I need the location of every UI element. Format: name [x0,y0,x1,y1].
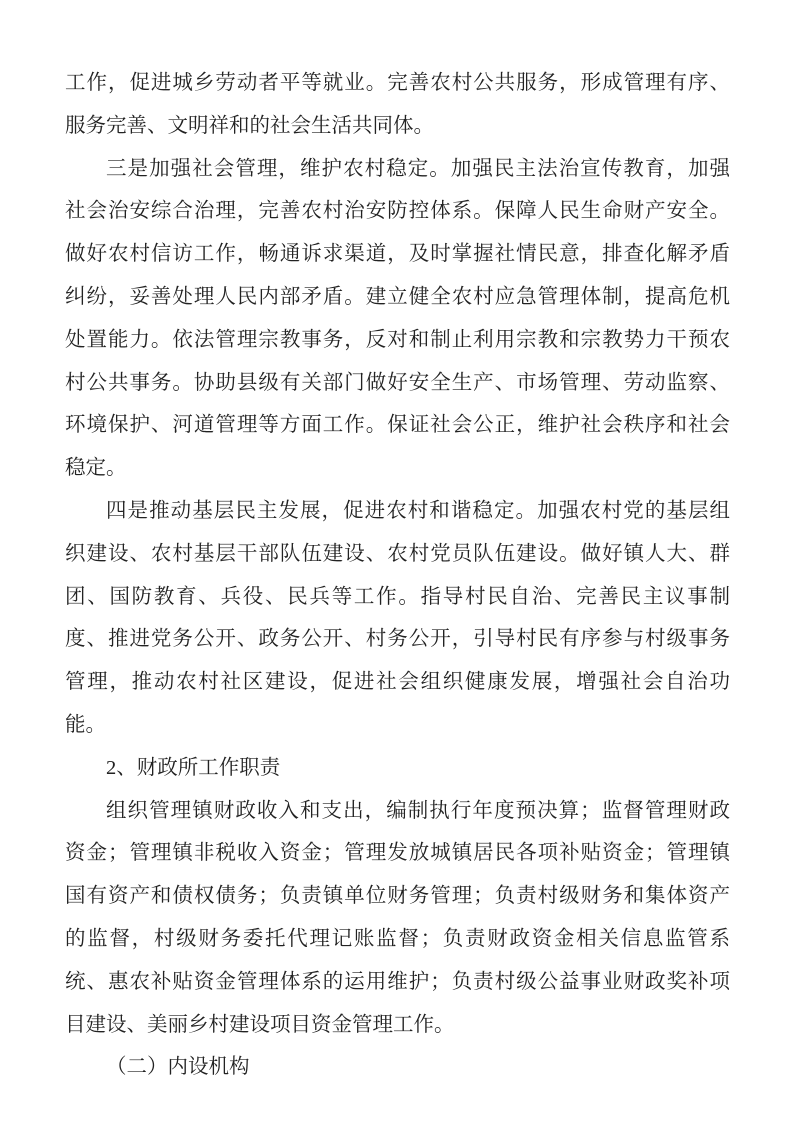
text-line: 目建设、美丽乡村建设项目资金管理工作。 [65,1013,455,1036]
text-line: 工作，促进城乡劳动者平等就业。完善农村公共服务，形成管理有序、 [65,72,730,94]
text-line: 环境保护、河道管理等方面工作。保证社会公正，维护社会秩序和社会 [65,414,730,437]
text-line: 织建设、农村基层干部队伍建设、农村党员队伍建设。做好镇人大、群 [65,542,730,565]
text-line: 组织管理镇财政收入和支出，编制执行年度预决算；监督管理财政 [106,799,730,822]
internal-organization-heading: （二）内设机构 [106,1056,250,1079]
text-line: 四是推动基层民主发展，促进农村和谐稳定。加强农村党的基层组 [106,499,730,522]
text-line: 国有资产和债权债务；负责镇单位财务管理；负责村级财务和集体资产 [65,885,730,908]
text-line: 统、惠农补贴资金管理体系的运用维护；负责村级公益事业财政奖补项 [65,970,730,993]
finance-office-duties-heading: 2、财政所工作职责 [106,756,281,779]
text-line: 稳定。 [65,457,127,480]
text-line: 做好农村信访工作，畅通诉求渠道，及时掌握社情民意，排查化解矛盾 [65,243,730,266]
text-line: 处置能力。依法管理宗教事务，反对和制止利用宗教和宗教势力干预农 [65,328,730,351]
text-line: 能。 [65,713,106,736]
text-line: 三是加强社会管理，维护农村稳定。加强民主法治宣传教育，加强 [106,157,730,180]
text-line: 管理，推动农村社区建设，促进社会组织健康发展，增强社会自治功 [65,671,730,694]
text-line: 资金；管理镇非税收入资金；管理发放城镇居民各项补贴资金；管理镇 [65,842,730,865]
text-line: 度、推进党务公开、政务公开、村务公开，引导村民有序参与村级事务 [65,628,730,651]
text-line: 的监督，村级财务委托代理记账监督；负责财政资金相关信息监管系 [65,927,730,950]
text-line: 纠纷，妥善处理人民内部矛盾。建立健全农村应急管理体制，提高危机 [65,285,730,308]
text-line: 村公共事务。协助县级有关部门做好安全生产、市场管理、劳动监察、 [65,371,730,394]
text-line: 服务完善、文明祥和的社会生活共同体。 [65,114,434,137]
text-line: 社会治安综合治理，完善农村治安防控体系。保障人民生命财产安全。 [65,200,730,223]
text-line: 团、国防教育、兵役、民兵等工作。指导村民自治、完善民主议事制 [65,585,730,608]
